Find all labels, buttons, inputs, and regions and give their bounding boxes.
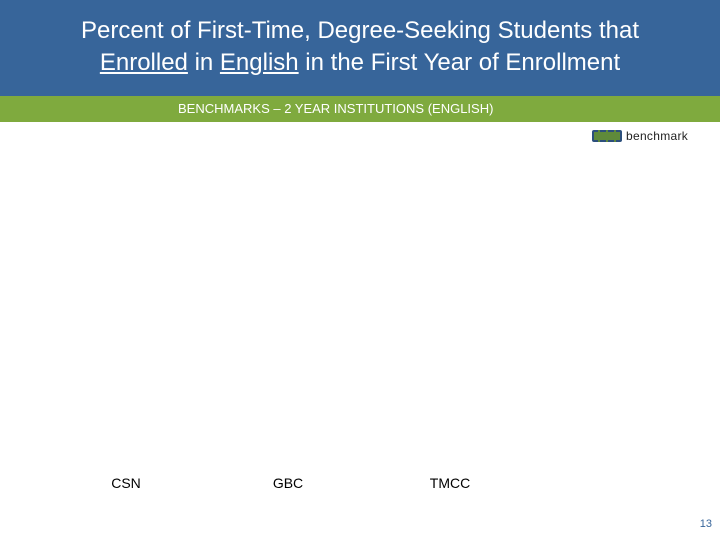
subtitle-bar (0, 96, 720, 122)
page-title-line-2 (0, 47, 720, 79)
title-english: English (219, 49, 299, 76)
x-tick-label-gbc: GBC (272, 475, 304, 491)
title-rest: in the First Year of Enrollment (298, 49, 621, 76)
title-bar (0, 0, 720, 96)
page-title-line-1: Percent of First-Time, Degree-Seeking Students that (80, 17, 640, 44)
title-enrolled: Enrolled (99, 49, 188, 76)
x-tick-label-csn: CSN (111, 475, 141, 491)
chart-area (0, 150, 720, 500)
legend-swatch-benchmark (592, 130, 622, 142)
x-tick-label-tmcc: TMCC (429, 475, 471, 491)
title-in: in (187, 49, 220, 76)
page-number: 13 (699, 518, 712, 530)
x-axis-labels (111, 475, 470, 491)
chart-legend (592, 128, 688, 144)
legend-label-benchmark: benchmark (626, 129, 689, 143)
chart-subtitle: BENCHMARKS – 2 YEAR INSTITUTIONS (ENGLISH) (178, 101, 494, 116)
